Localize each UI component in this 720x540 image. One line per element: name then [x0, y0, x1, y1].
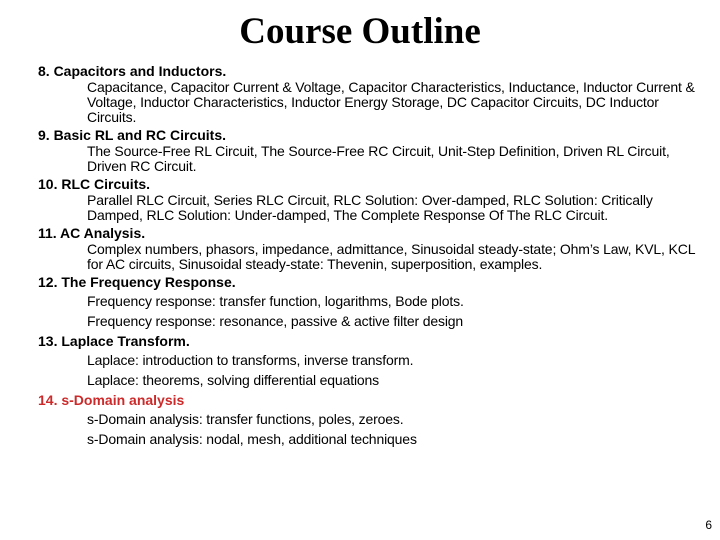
- section-heading-14: 14. s-Domain analysis: [38, 392, 185, 408]
- section-line-14-a: s-Domain analysis: transfer functions, poles, zeroes.: [87, 411, 404, 427]
- section-heading-8: 8. Capacitors and Inductors.: [38, 63, 227, 79]
- section-heading-9: 9. Basic RL and RC Circuits.: [38, 127, 227, 143]
- section-line-12-b: Frequency response: resonance, passive & active filter design: [87, 313, 464, 329]
- section-heading-13: 13. Laplace Transform.: [38, 333, 190, 349]
- page-number: 6: [705, 518, 712, 532]
- course-outline-list: [38, 61, 698, 449]
- section-heading-10: 10. RLC Circuits.: [38, 176, 151, 192]
- section-heading-12: 12. The Frequency Response.: [38, 274, 236, 290]
- section-description-11: Complex numbers, phasors, impedance, admittance, Sinusoidal steady-state; Ohm’s Law, KVL, KCL for AC circuits, Sinusoidal steady-state: Thevenin, superposition, examples.: [87, 241, 695, 272]
- section-line-12-a: Frequency response: transfer function, logarithms, Bode plots.: [87, 293, 464, 309]
- section-line-14-b: s-Domain analysis: nodal, mesh, additional techniques: [87, 431, 417, 447]
- section-description-10: Parallel RLC Circuit, Series RLC Circuit, RLC Solution: Over-damped, RLC Solution: Critically Damped, RLC Solution: Under-damped, The Complete Response Of The RLC Circuit.: [87, 192, 653, 223]
- page-title: Course Outline: [239, 11, 481, 52]
- section-description-9: The Source-Free RL Circuit, The Source-Free RC Circuit, Unit-Step Definition, Driven RL Circuit, Driven RC Circuit.: [87, 143, 670, 174]
- section-line-13-a: Laplace: introduction to transforms, inverse transform.: [87, 352, 414, 368]
- section-heading-11: 11. AC Analysis.: [38, 225, 146, 241]
- section-line-13-b: Laplace: theorems, solving differential equations: [87, 372, 380, 388]
- section-description-8: Capacitance, Capacitor Current & Voltage, Capacitor Characteristics, Inductance, Inductor Current & Voltage, Inductor Characteristics, Inductor Energy Storage, DC Capacitor Circuits, DC Inductor Circuits.: [87, 79, 695, 125]
